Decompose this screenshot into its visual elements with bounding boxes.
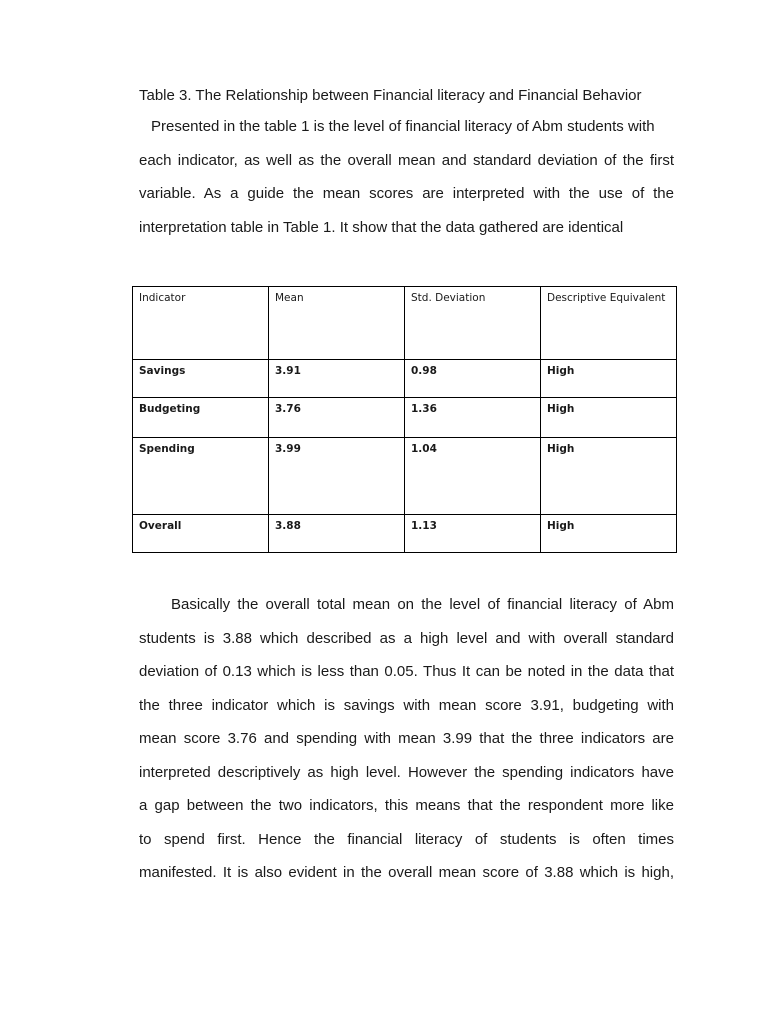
table-row <box>133 398 677 438</box>
header-indicator: Indicator <box>133 287 269 360</box>
cell-descriptive-equivalent: High <box>541 360 677 398</box>
paragraph-line: mean score 3.76 and spending with mean 3.99 that the three indicators are <box>139 730 674 747</box>
table-row <box>133 360 677 398</box>
header-descriptive-equivalent: Descriptive Equivalent <box>541 287 677 360</box>
cell-indicator: Spending <box>133 438 269 515</box>
cell-descriptive-equivalent: High <box>541 515 677 553</box>
cell-indicator: Overall <box>133 515 269 553</box>
cell-indicator: Budgeting <box>133 398 269 438</box>
cell-mean: 3.99 <box>269 438 405 515</box>
cell-std-deviation: 0.98 <box>405 360 541 398</box>
cell-mean: 3.76 <box>269 398 405 438</box>
paragraph-line: each indicator, as well as the overall mean and standard deviation of the first <box>139 151 674 169</box>
table-row <box>133 515 677 553</box>
paragraph-line: manifested. It is also evident in the overall mean score of 3.88 which is high, <box>139 864 674 881</box>
cell-descriptive-equivalent: High <box>541 438 677 515</box>
paragraph-line: interpreted descriptively as high level. However the spending indicators have <box>139 763 674 781</box>
paragraph-line: deviation of 0.13 which is less than 0.05. Thus It can be noted in the data that <box>139 663 674 680</box>
header-std-deviation: Std. Deviation <box>405 287 541 360</box>
cell-mean: 3.91 <box>269 360 405 398</box>
results-table <box>132 286 677 553</box>
paragraph-line: the three indicator which is savings with mean score 3.91, budgeting with <box>139 696 674 714</box>
cell-std-deviation: 1.04 <box>405 438 541 515</box>
table-row <box>133 438 677 515</box>
discussion-paragraph <box>139 588 674 890</box>
paragraph-line: Presented in the table 1 is the level of financial literacy of Abm students with <box>151 118 655 135</box>
table-caption: Table 3. The Relationship between Financial literacy and Financial Behavior <box>139 87 642 104</box>
cell-std-deviation: 1.13 <box>405 515 541 553</box>
paragraph-line: to spend first. Hence the financial literacy of students is often times <box>139 830 674 848</box>
paragraph-line: interpretation table in Table 1. It show that the data gathered are identical <box>139 218 624 236</box>
paragraph-line: Basically the overall total mean on the level of financial literacy of Abm <box>171 596 674 613</box>
cell-descriptive-equivalent: High <box>541 398 677 438</box>
header-mean: Mean <box>269 287 405 360</box>
table-header-row <box>133 287 677 360</box>
paragraph-line: students is 3.88 which described as a high level and with overall standard <box>139 629 674 647</box>
paragraph-line: a gap between the two indicators, this means that the respondent more like <box>139 797 674 814</box>
cell-mean: 3.88 <box>269 515 405 553</box>
intro-paragraph <box>139 110 674 244</box>
paragraph-line: variable. As a guide the mean scores are interpreted with the use of the <box>139 185 674 202</box>
cell-indicator: Savings <box>133 360 269 398</box>
cell-std-deviation: 1.36 <box>405 398 541 438</box>
